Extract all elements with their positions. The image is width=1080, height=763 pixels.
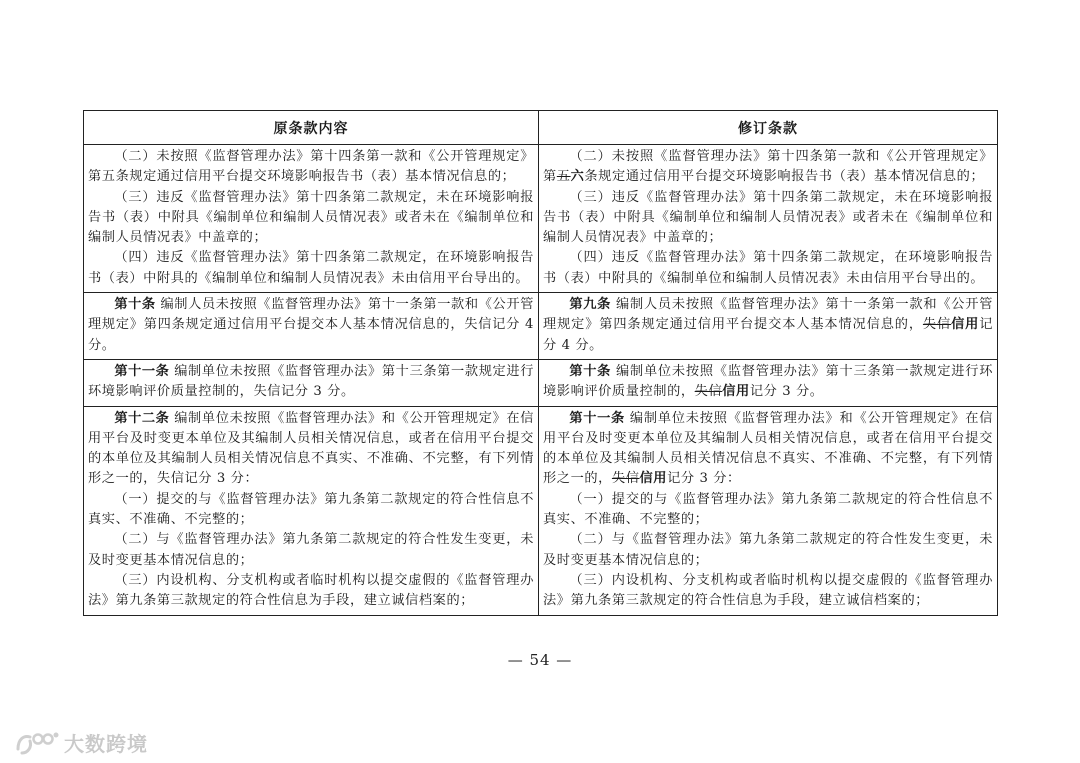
header-original: 原条款内容 bbox=[84, 111, 539, 145]
article-number: 第十条 bbox=[569, 363, 612, 379]
clause-item: （三）违反《监督管理办法》第十四条第二款规定，未在环境影响报告书（表）中附具《编制单位和编制人员情况表》或者未在《编制单位和编制人员情况表》中盖章的； bbox=[543, 189, 993, 246]
clause-text: 记分 4 分。 bbox=[543, 317, 994, 353]
revised-cell bbox=[539, 145, 998, 293]
watermark-text: 大数跨境 bbox=[64, 732, 148, 756]
clause-item bbox=[543, 147, 993, 188]
header-revised: 修订条款 bbox=[539, 111, 998, 145]
table-row bbox=[84, 145, 998, 293]
clause-text: 编制单位未按照《监督管理办法》和《公开管理规定》在信用平台及时变更本单位及其编制人员相关情况信息，或者在信用平台提交的本单位及其编制人员相关情况信息不真实、不准确、不完整，有下列情形之一的， bbox=[543, 410, 993, 487]
clause-item bbox=[543, 362, 993, 403]
clause-text: （二）未按照《监督管理办法》第十四条第一款和《公开管理规定》第 bbox=[543, 149, 993, 185]
clause-subitem: （二）与《监督管理办法》第九条第二款规定的符合性发生变更，未及时变更基本情况信息的； bbox=[543, 532, 993, 568]
article-number: 第十一条 bbox=[569, 410, 625, 426]
clause-item: （四）违反《监督管理办法》第十四条第二款规定，在环境影响报告书（表）中附具的《编制单位和编制人员情况表》未由信用平台导出的。 bbox=[543, 250, 993, 286]
clause-subitem: （二）与《监督管理办法》第九条第二款规定的符合性发生变更，未及时变更基本情况信息的； bbox=[88, 532, 534, 568]
table-row bbox=[84, 293, 998, 360]
article-number: 第十一条 bbox=[114, 363, 170, 379]
clause-item bbox=[88, 295, 534, 356]
page-number: — 54 — bbox=[507, 651, 573, 669]
article-number: 第九条 bbox=[569, 297, 612, 313]
article-number: 第十条 bbox=[114, 297, 156, 313]
original-cell bbox=[84, 406, 539, 615]
clause-text: 条规定通过信用平台提交环境影响报告书（表）基本情况信息的； bbox=[584, 169, 985, 185]
clause-subitem: （一）提交的与《监督管理办法》第九条第二款规定的符合性信息不真实、不准确、不完整的； bbox=[88, 491, 534, 528]
deleted-text: 失信 bbox=[694, 384, 723, 400]
inserted-text: 信用 bbox=[639, 471, 668, 487]
clause-item: （三）违反《监督管理办法》第十四条第二款规定，未在环境影响报告书（表）中附具《编制单位和编制人员情况表》或者未在《编制单位和编制人员情况表》中盖章的； bbox=[88, 189, 534, 246]
clause-item bbox=[88, 409, 534, 490]
original-cell bbox=[84, 145, 539, 293]
table-row bbox=[84, 406, 998, 615]
revised-cell bbox=[539, 359, 998, 406]
clause-item bbox=[543, 295, 993, 356]
revised-cell bbox=[539, 406, 998, 615]
clause-text: 编制单位未按照《监督管理办法》第十三条第一款规定进行环境影响评价质量控制的，失信记分 3 分。 bbox=[88, 363, 535, 400]
deleted-text: 失信 bbox=[611, 471, 640, 487]
clause-subitem: （一）提交的与《监督管理办法》第九条第二款规定的符合性信息不真实、不准确、不完整的； bbox=[543, 491, 993, 528]
clause-item bbox=[543, 409, 993, 490]
inserted-text: 信用 bbox=[951, 317, 980, 333]
clause-item bbox=[88, 362, 534, 403]
clause-text: 编制单位未按照《监督管理办法》第十三条第一款规定进行环境影响评价质量控制的， bbox=[543, 363, 994, 400]
clause-text: 编制人员未按照《监督管理办法》第十一条第一款和《公开管理规定》第四条规定通过信用平台提交本人基本情况信息的，失信记分 4 分。 bbox=[88, 297, 534, 353]
clause-subitem: （三）内设机构、分支机构或者临时机构以提交虚假的《监督管理办法》第九条第三款规定的符合性信息为手段，建立诚信档案的； bbox=[88, 572, 534, 609]
clause-text: 记分 3 分： bbox=[667, 471, 741, 487]
inserted-text: 信用 bbox=[722, 384, 750, 400]
table-header-row bbox=[84, 111, 998, 145]
revised-cell bbox=[539, 293, 998, 360]
clause-subitem: （三）内设机构、分支机构或者临时机构以提交虚假的《监督管理办法》第九条第三款规定的符合性信息为手段，建立诚信档案的； bbox=[543, 572, 993, 609]
clause-text: 编制人员未按照《监督管理办法》第十一条第一款和《公开管理规定》第四条规定通过信用平台提交本人基本情况信息的， bbox=[543, 297, 994, 333]
brand-logo-icon bbox=[14, 729, 60, 757]
article-number: 第十二条 bbox=[114, 410, 170, 426]
clause-item: （四）违反《监督管理办法》第十四条第二款规定，在环境影响报告书（表）中附具的《编制单位和编制人员情况表》未由信用平台导出的。 bbox=[88, 250, 534, 286]
clause-text: 记分 3 分。 bbox=[749, 384, 824, 400]
original-cell bbox=[84, 359, 539, 406]
watermark bbox=[14, 728, 148, 757]
comparison-table bbox=[83, 110, 998, 616]
table-row bbox=[84, 359, 998, 406]
clause-item: （二）未按照《监督管理办法》第十四条第一款和《公开管理规定》第五条规定通过信用平台提交环境影响报告书（表）基本情况信息的； bbox=[88, 149, 534, 185]
original-cell bbox=[84, 293, 539, 360]
deleted-text: 五 bbox=[556, 169, 571, 185]
inserted-text: 六 bbox=[570, 169, 585, 185]
deleted-text: 失信 bbox=[922, 317, 952, 333]
clause-text: 编制单位未按照《监督管理办法》和《公开管理规定》在信用平台及时变更本单位及其编制人员相关情况信息，或者在信用平台提交的本单位及其编制人员相关情况信息不真实、不准确、不完整，有下列情形之一的，失信记分 3 分： bbox=[88, 410, 535, 487]
